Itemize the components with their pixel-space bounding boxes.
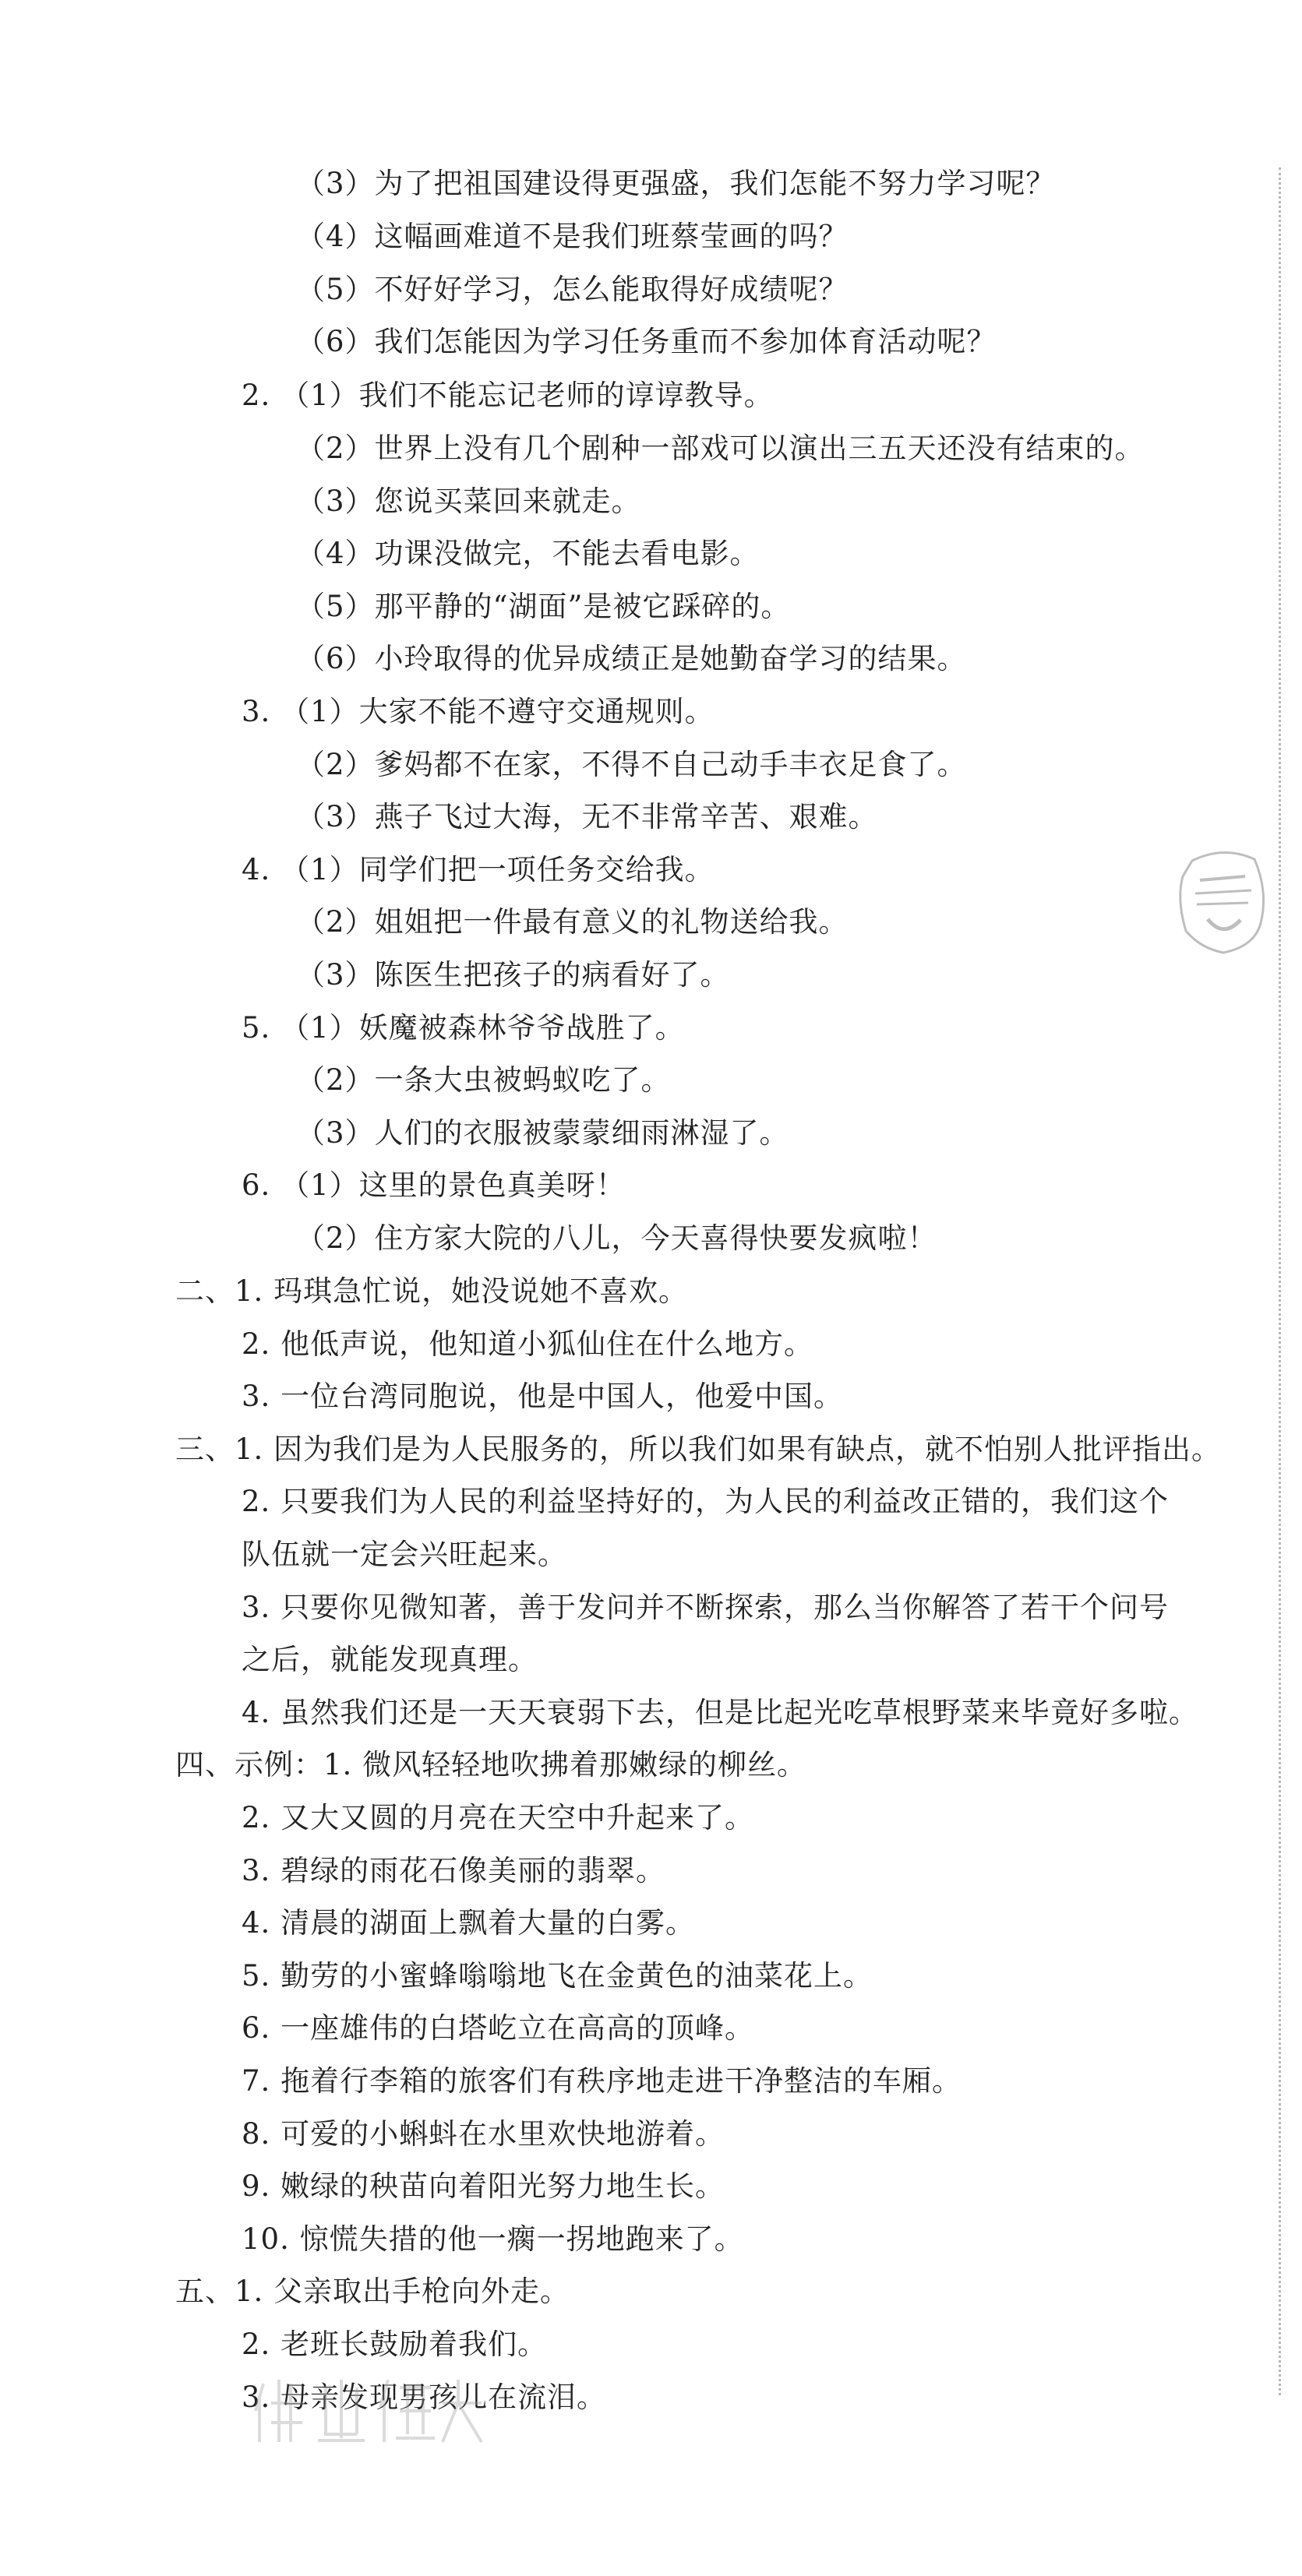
answer-line: （5）不好好学习，怎么能取得好成绩呢？: [296, 273, 849, 306]
answer-line: （2）爹妈都不在家，不得不自己动手丰衣足食了。: [296, 748, 967, 781]
answer-line: （2）住方家大院的八儿，今天喜得快要发疯啦！: [296, 1221, 937, 1255]
answer-line: （3）陈医生把孩子的病看好了。: [296, 958, 730, 992]
answer-line: （2）姐姐把一件最有意义的礼物送给我。: [296, 905, 849, 939]
answer-line: （3）燕子飞过大海，无不非常辛苦、艰难。: [296, 800, 878, 833]
answer-line: 2. 只要我们为人民的利益坚持好的，为人民的利益改正错的，我们这个: [242, 1485, 1170, 1518]
section-two-line: 二、1. 玛琪急忙说，她没说她不喜欢。: [175, 1274, 689, 1308]
answer-line: 3. 只要你见微知著，善于发问并不断探索，那么当你解答了若干个问号: [242, 1591, 1170, 1624]
answer-line: 2. （1）我们不能忘记老师的谆谆教导。: [242, 379, 774, 412]
answer-line-continued: 之后，就能发现真理。: [242, 1643, 538, 1676]
answer-line: （3）为了把祖国建设得更强盛，我们怎能不努力学习呢？: [296, 167, 1056, 200]
answer-line: 2. 他低声说，他知道小狐仙住在什么地方。: [242, 1327, 814, 1361]
answer-line: 6. （1）这里的景色真美呀！: [242, 1168, 626, 1202]
answer-line: 10. 惊慌失措的他一瘸一拐地跑来了。: [242, 2222, 744, 2256]
answer-line: 8. 可爱的小蝌蚪在水里欢快地游着。: [242, 2117, 725, 2151]
answer-line: 3. 碧绿的雨花石像美丽的翡翠。: [242, 1854, 666, 1887]
section-five-line: 五、1. 父亲取出手枪向外走。: [175, 2275, 570, 2308]
answer-line: （5）那平静的“湖面”是被它踩碎的。: [296, 590, 791, 623]
answer-line: （2）一条大虫被蚂蚁吃了。: [296, 1063, 671, 1097]
answer-line: 4. （1）同学们把一项任务交给我。: [242, 853, 715, 886]
watermark-icon: [248, 2364, 497, 2450]
answer-line: 3. （1）大家不能不遵守交通规则。: [242, 695, 715, 728]
answer-line: 3. 一位台湾同胞说，他是中国人，他爱中国。: [242, 1380, 844, 1413]
page-edge-divider: [1279, 167, 1281, 2395]
answer-line: （3）您说买菜回来就走。: [296, 485, 641, 518]
answer-line: 5. 勤劳的小蜜蜂嗡嗡地飞在金黄色的油菜花上。: [242, 1959, 873, 1993]
answer-line: 9. 嫩绿的秧苗向着阳光努力地生长。: [242, 2169, 725, 2203]
answer-line: 6. 一座雄伟的白塔屹立在高高的顶峰。: [242, 2011, 755, 2045]
answer-line: （3）人们的衣服被蒙蒙细雨淋湿了。: [296, 1116, 789, 1150]
answer-line: （2）世界上没有几个剧种一部戏可以演出三五天还没有结束的。: [296, 432, 1145, 465]
stamp-icon: [1177, 845, 1268, 954]
answer-line: 7. 拖着行李箱的旅客们有秩序地走进干净整洁的车厢。: [242, 2064, 962, 2098]
answer-line: （4）这幅画难道不是我们班蔡莹画的吗？: [296, 220, 849, 253]
answer-line: 4. 清晨的湖面上飘着大量的白雾。: [242, 1906, 696, 1940]
section-three-line: 三、1. 因为我们是为人民服务的，所以我们如果有缺点，就不怕别人批评指出。: [175, 1432, 1222, 1466]
answer-line: 4. 虽然我们还是一天天衰弱下去，但是比起光吃草根野菜来毕竟好多啦。: [242, 1696, 1199, 1729]
answer-line: 2. 又大又圆的月亮在天空中升起来了。: [242, 1801, 755, 1834]
answer-line: （6）我们怎能因为学习任务重而不参加体育活动呢？: [296, 325, 997, 358]
answer-line: 3. 母亲发现男孩儿在流泪。: [242, 2380, 607, 2414]
answer-line: 5. （1）妖魔被森林爷爷战胜了。: [242, 1011, 685, 1045]
answer-line-continued: 队伍就一定会兴旺起来。: [242, 1538, 567, 1571]
answer-line: 2. 老班长鼓励着我们。: [242, 2328, 548, 2361]
section-four-line: 四、示例：1. 微风轻轻地吹拂着那嫩绿的柳丝。: [175, 1748, 807, 1781]
answer-line: （4）功课没做完，不能去看电影。: [296, 537, 760, 570]
answer-line: （6）小玲取得的优异成绩正是她勤奋学习的结果。: [296, 642, 967, 675]
